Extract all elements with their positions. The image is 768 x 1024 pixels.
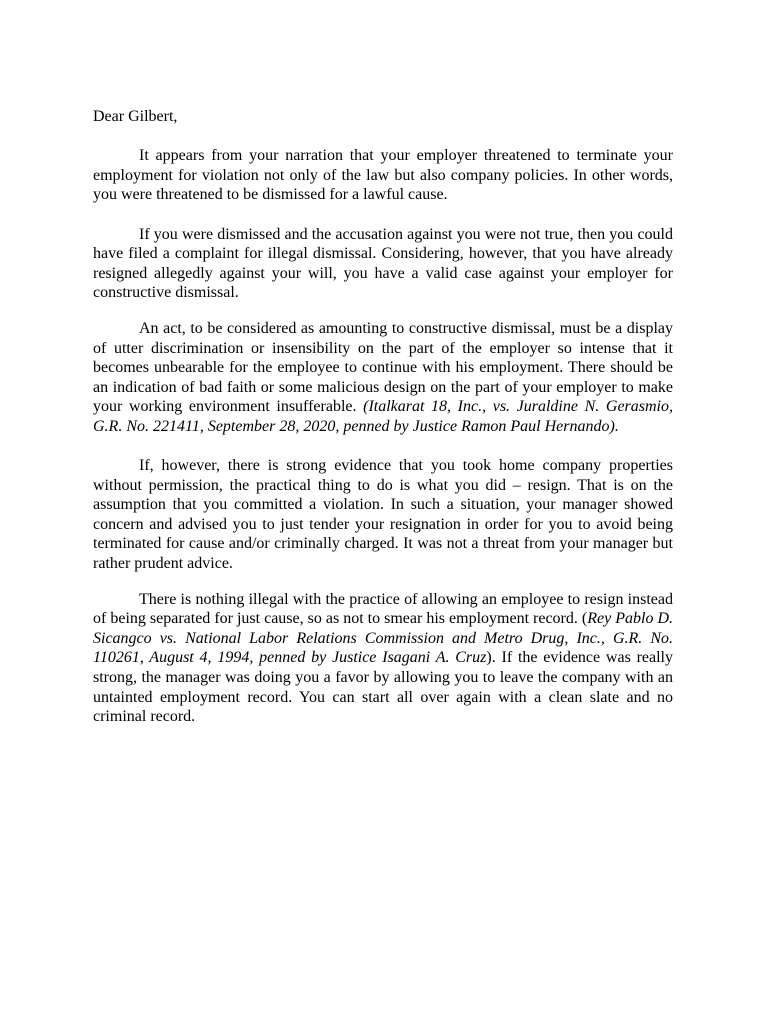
paragraph-1: It appears from your narration that your employer threatened to terminate your employment for violation not only of the law but also company policies. In other words, you were threatened to be dismissed for a lawful cause.: [93, 147, 673, 204]
paragraph-5-citation: Rey Pablo D. Sicangco vs. National Labor Relations Commission and Metro Drug, Inc., G.R. No. 110261, August 4, 1994, penned by Justice Isagani A. Cruz: [93, 610, 674, 667]
paragraph-5-text-start: There is nothing illegal with the practice of allowing an employee to resign instead of being separated for just cause, so as not to smear his employment record. (: [93, 590, 673, 628]
paragraph-5-text-end: ). If the evidence was really strong, the manager was doing you a favor by allowing you to leave the company with an untainted employment record. You can start all over again with a clean slate and no criminal record.: [93, 649, 674, 726]
salutation: Dear Gilbert,: [93, 108, 178, 125]
paragraph-3-text: An act, to be considered as amounting to constructive dismissal, must be a display of utter discrimination or insensibility on the part of the employer so intense that it becomes unbearable for the employee to continue with his employment. There should be an indication of bad faith or some malicious design on the part of your employer to make your working environment insufferable.: [93, 319, 673, 416]
paragraph-5: [93, 590, 673, 727]
paragraph-3: [93, 319, 673, 437]
paragraph-2: If you were dismissed and the accusation against you were not true, then you could have filed a complaint for illegal dismissal. Considering, however, that you have already resigned allegedly against your will, you have a valid case against your employer for constructive dismissal.: [93, 225, 673, 302]
paragraph-4: If, however, there is strong evidence that you took home company properties without permission, the practical thing to do is what you did – resign. That is on the assumption that you committed a violation. In such a situation, your manager showed concern and advised you to just tender your resignation in order for you to avoid being terminated for cause and/or criminally charged. It was not a threat from your manager but rather prudent advice.: [93, 457, 673, 573]
paragraph-3-citation: (Italkarat 18, Inc., vs. Juraldine N. Gerasmio, G.R. No. 221411, September 28, 2020, penned by Justice Ramon Paul Hernando).: [93, 398, 673, 435]
letter-page: [93, 107, 673, 727]
